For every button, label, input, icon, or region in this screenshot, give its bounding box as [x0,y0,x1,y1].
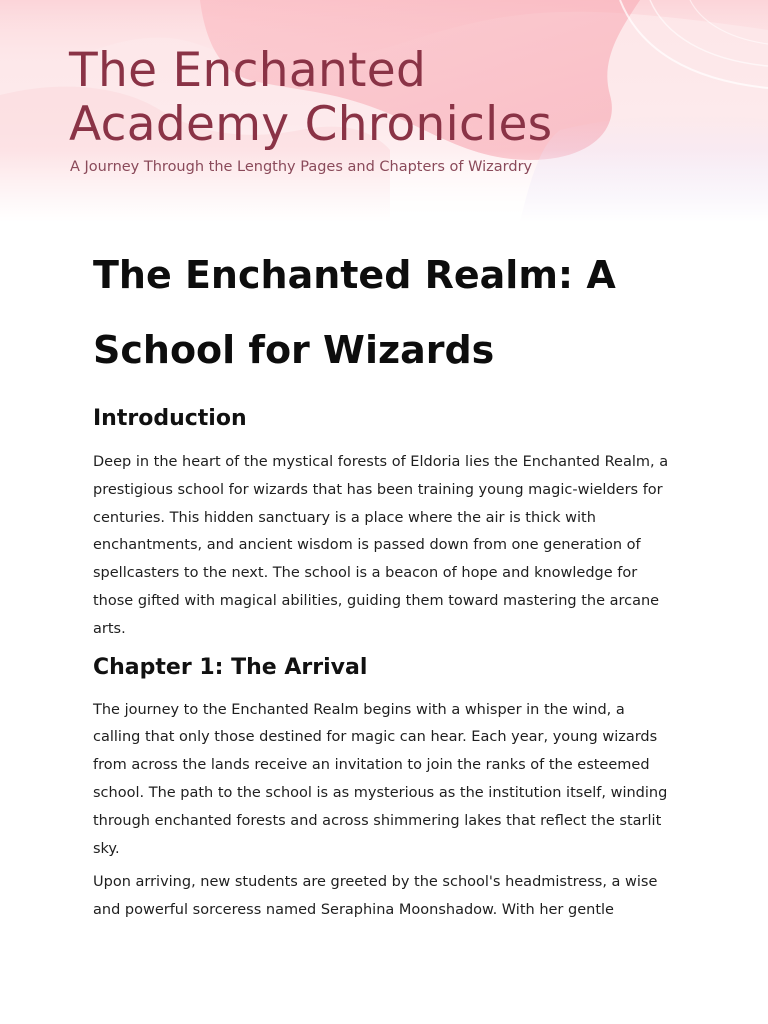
document-title-line-2: School for Wizards [93,328,495,372]
section-introduction [93,404,673,644]
header-banner [0,0,768,222]
document-body [93,238,673,925]
paragraph: Deep in the heart of the mystical forests of Eldoria lies the Enchanted Realm, a prestigious school for wizards that has been training young magic-wielders for centuries. This hidden sanctuary is a place where the air is thick with enchantments, and ancient wisdom is passed down from one generation of spellcasters to the next. The school is a beacon of hope and knowledge for those gifted with magical abilities, guiding them toward mastering the arcane arts. [93,454,669,637]
section-chapter-1 [93,653,673,925]
publication-title [69,44,552,152]
section-heading-introduction: Introduction [93,406,247,431]
section-heading-chapter-1: Chapter 1: The Arrival [93,654,368,680]
publication-title-line-2: Academy Chronicles [69,97,553,152]
publication-title-line-1: The Enchanted [69,43,427,98]
paragraph: The journey to the Enchanted Realm begins with a whisper in the wind, a calling that only those destined for magic can hear. Each year, young wizards from across the lands receive an invitation to join the ranks of the esteemed school. The path to the school is as mysterious as the institution itself, winding through enchanted forests and across shimmering lakes that reflect the starlit sky. [93,701,668,857]
publication-subtitle: A Journey Through the Lengthy Pages and Chapters of Wizardry [70,159,533,175]
document-title [93,238,673,388]
document-title-line-1: The Enchanted Realm: A [93,253,616,297]
paragraph: Upon arriving, new students are greeted by the school's headmistress, a wise and powerful sorceress named Seraphina Moonshadow. With her gentle [93,874,658,919]
